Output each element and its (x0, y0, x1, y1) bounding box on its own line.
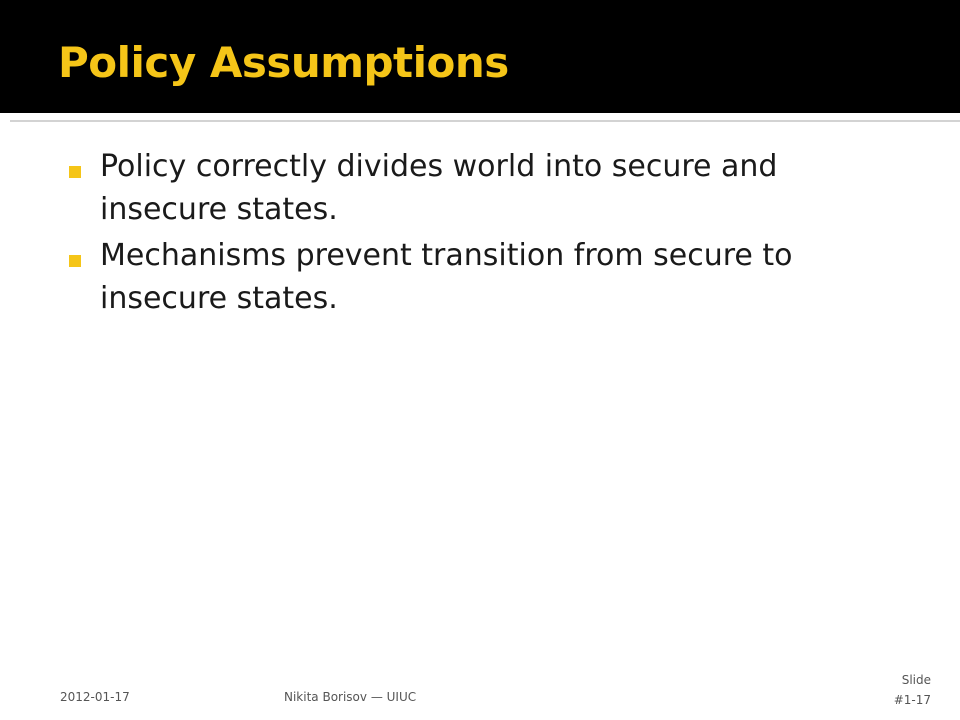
slide-title: Policy Assumptions (58, 38, 509, 87)
slide-label: Slide (901, 673, 931, 687)
square-bullet-icon (69, 255, 81, 267)
footer-author: Nikita Borisov — UIUC (284, 690, 417, 704)
footer-date: 2012-01-17 (60, 690, 130, 704)
footer-slide-number (894, 670, 931, 710)
slide-number: #1-17 (893, 693, 931, 707)
bullet-list (62, 145, 902, 323)
bullet-item (62, 145, 902, 231)
title-bar (0, 0, 960, 113)
bullet-item (62, 234, 902, 320)
square-bullet-icon (69, 166, 81, 178)
bullet-text: Policy correctly divides world into secure and insecure states. (100, 149, 778, 227)
bullet-text: Mechanisms prevent transition from secure to insecure states. (100, 238, 793, 316)
title-divider (10, 120, 960, 122)
